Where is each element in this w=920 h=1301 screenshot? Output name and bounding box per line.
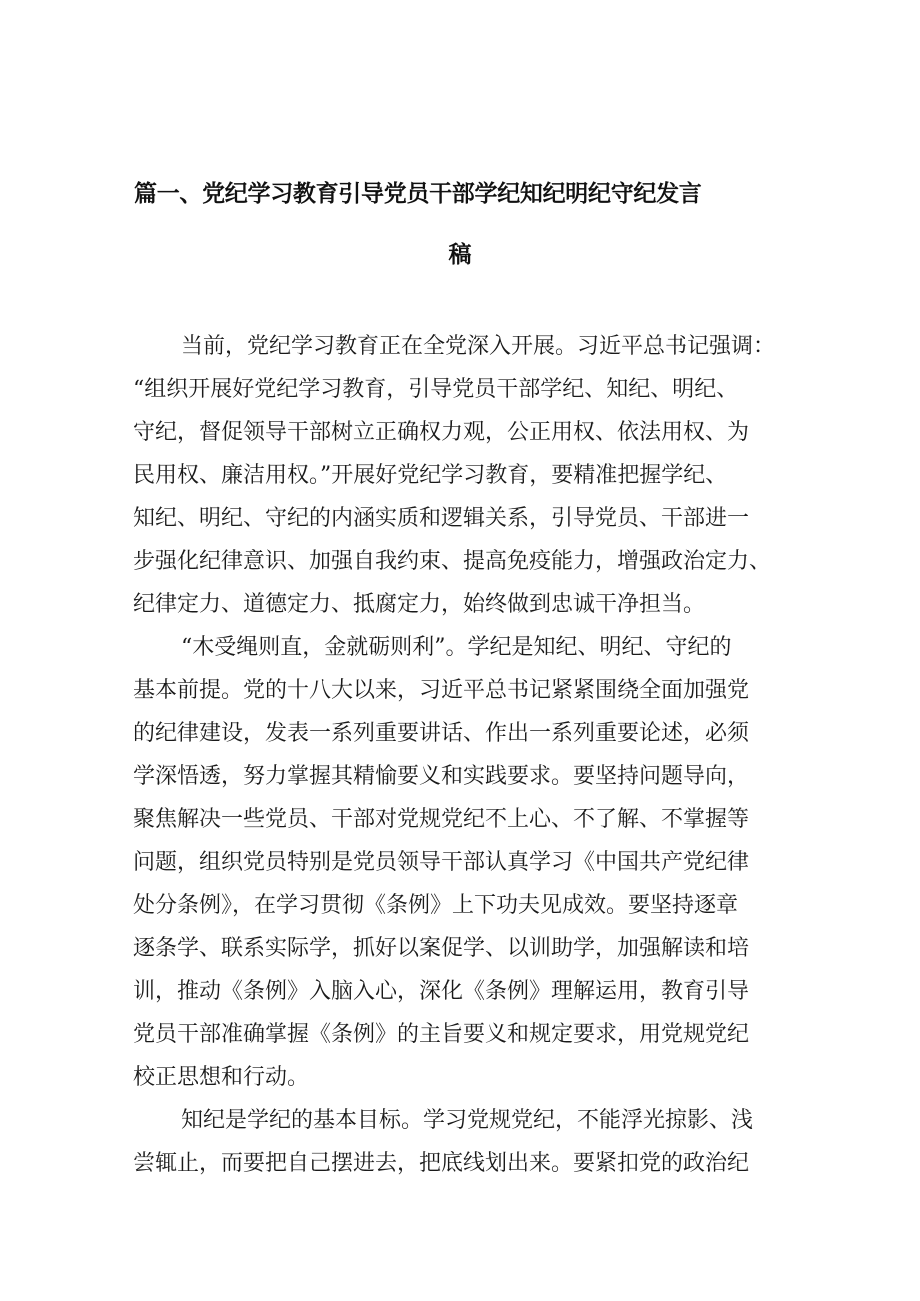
body-line: “木受绳则直，金就砺则利”。学纪是知纪、明纪、守纪的: [181, 635, 732, 660]
body-line: 纪律定力、道德定力、抵腐定力，始终做到忠诚干净担当。: [133, 592, 706, 617]
document-title-line-2: 稿: [448, 242, 472, 268]
body-line: 的纪律建设，发表一系列重要讲话、作出一系列重要论述，必须: [133, 721, 750, 746]
body-line: 知纪、明纪、守纪的内涵实质和逻辑关系，引导党员、干部进一: [133, 506, 750, 531]
body-line: 处分条例》，在学习贯彻《条例》上下功夫见成效。要坚持逐章: [133, 893, 739, 918]
body-line: 基本前提。党的十八大以来，习近平总书记紧紧围绕全面加强党: [133, 678, 750, 703]
body-line: 尝辄止，而要把自己摆进去，把底线划出来。要紧扣党的政治纪: [133, 1151, 750, 1176]
body-line: 学深悟透，努力掌握其精愉要义和实践要求。要坚持问题导向，: [133, 764, 750, 789]
body-line: 问题，组织党员特别是党员领导干部认真学习《中国共产党纪律: [133, 850, 750, 875]
body-line: 步强化纪律意识、加强自我约束、提高免疫能力，增强政治定力、: [133, 549, 772, 574]
body-line: 逐条学、联系实际学，抓好以案促学、以训助学，加强解读和培: [133, 936, 750, 961]
document-title-line-1: 篇一、党纪学习教育引导党员干部学纪知纪明纪守纪发言: [134, 181, 702, 207]
body-line: 知纪是学纪的基本目标。学习党规党纪，不能浮光掠影、浅: [181, 1108, 754, 1133]
body-line: 守纪，督促领导干部树立正确权力观，公正用权、依法用权、为: [133, 420, 750, 445]
body-line: 聚焦解决一些党员、干部对党规党纪不上心、不了解、不掌握等: [133, 807, 750, 832]
body-line: 党员干部准确掌握《条例》的主旨要义和规定要求，用党规党纪: [133, 1022, 750, 1047]
body-line: 训，推动《条例》入脑入心，深化《条例》理解运用，教育引导: [133, 979, 750, 1004]
body-line: 校正思想和行动。: [133, 1065, 310, 1090]
body-line: 民用权、廉洁用权。”开展好党纪学习教育，要精准把握学纪、: [133, 463, 728, 488]
body-line: 当前，党纪学习教育正在全党深入开展。习近平总书记强调：: [181, 334, 776, 359]
body-line: “组织开展好党纪学习教育，引导党员干部学纪、知纪、明纪、: [133, 377, 739, 402]
